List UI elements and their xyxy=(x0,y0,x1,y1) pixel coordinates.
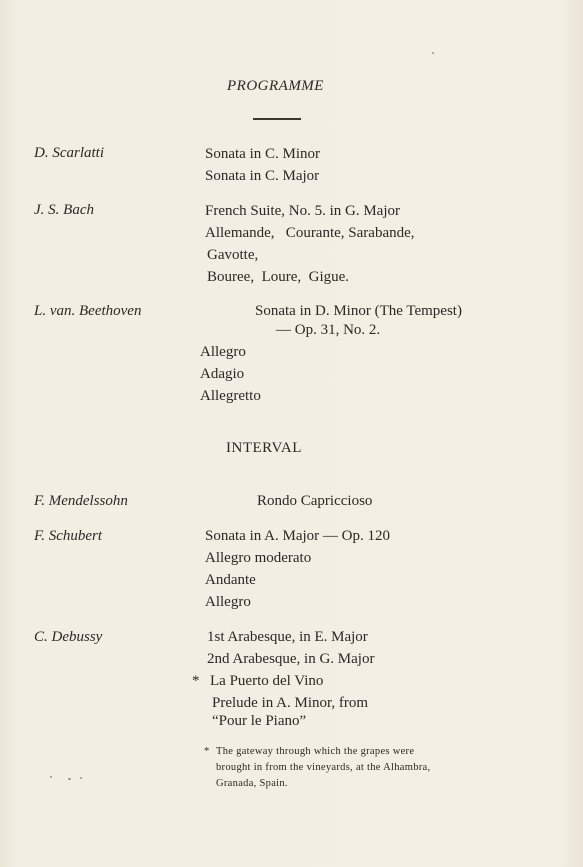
beethoven-movement-3: Allegretto xyxy=(200,388,261,404)
bach-work-4: Bouree, Loure, Gigue. xyxy=(207,269,350,285)
footnote-marker: * xyxy=(204,746,210,757)
beethoven-movement-2: Adagio xyxy=(200,366,245,382)
debussy-work-2: 2nd Arabesque, in G. Major xyxy=(207,651,375,667)
composer-beethoven: L. van. Beethoven xyxy=(34,303,142,319)
schubert-work-1: Sonata in A. Major — Op. 120 xyxy=(205,528,390,544)
page-title: PROGRAMME xyxy=(227,78,324,94)
footnote-line-3: Granada, Spain. xyxy=(216,778,288,789)
title-rule xyxy=(253,118,301,120)
mendelssohn-work-1: Rondo Capriccioso xyxy=(257,493,373,509)
interval-heading: INTERVAL xyxy=(226,440,302,456)
composer-bach: J. S. Bach xyxy=(34,202,94,218)
schubert-work-4: Allegro xyxy=(205,594,251,610)
paper-speck xyxy=(80,777,82,779)
composer-scarlatti: D. Scarlatti xyxy=(34,145,104,161)
debussy-work-4: Prelude in A. Minor, from xyxy=(212,695,369,711)
bach-work-1: French Suite, No. 5. in G. Major xyxy=(205,203,400,219)
schubert-work-3: Andante xyxy=(205,572,256,588)
bach-work-2: Allemande, Courante, Sarabande, xyxy=(205,225,415,241)
debussy-work-5: “Pour le Piano” xyxy=(212,713,307,729)
composer-debussy: C. Debussy xyxy=(34,629,103,645)
composer-mendelssohn: F. Mendelssohn xyxy=(34,493,128,509)
beethoven-sonata: Sonata in D. Minor (The Tempest) xyxy=(255,303,462,319)
paper-speck xyxy=(50,776,52,778)
bach-work-3: Gavotte, xyxy=(207,247,259,263)
scarlatti-work-2: Sonata in C. Major xyxy=(205,168,320,184)
footnote-line-2: brought in from the vineyards, at the Alhambra, xyxy=(216,762,431,773)
schubert-work-2: Allegro moderato xyxy=(205,550,312,566)
debussy-work-1: 1st Arabesque, in E. Major xyxy=(207,629,368,645)
scarlatti-work-1: Sonata in C. Minor xyxy=(205,146,320,162)
paper-speck xyxy=(432,52,434,54)
paper-speck xyxy=(68,778,71,780)
debussy-work-3: La Puerto del Vino xyxy=(210,673,324,689)
footnote-line-1: The gateway through which the grapes were xyxy=(216,746,415,757)
debussy-asterisk: * xyxy=(192,673,200,689)
beethoven-opus: — Op. 31, No. 2. xyxy=(276,322,381,338)
composer-schubert: F. Schubert xyxy=(34,528,103,544)
beethoven-movement-1: Allegro xyxy=(200,344,246,360)
